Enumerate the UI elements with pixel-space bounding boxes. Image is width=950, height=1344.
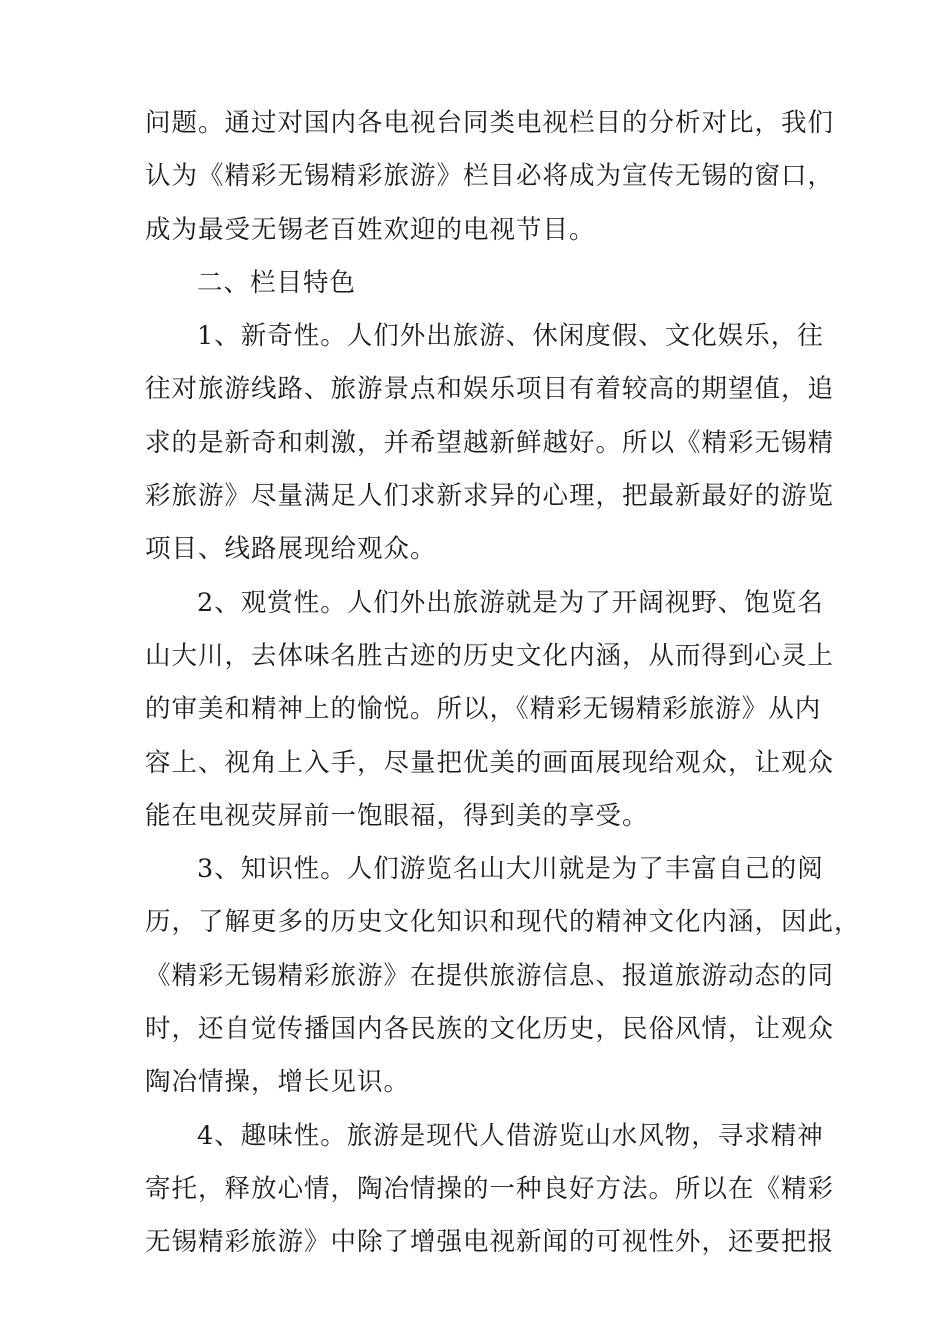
text-line: 容上、视角上入手，尽量把优美的画面展现给观众，让观众 xyxy=(145,747,835,778)
text-line: 的审美和精神上的愉悦。所以，《精彩无锡精彩旅游》从内 xyxy=(145,694,822,725)
text-line: 成为最受无锡老百姓欢迎的电视节目。 xyxy=(145,214,596,245)
text-line: 历，了解更多的历史文化知识和现代的精神文化内涵，因此， xyxy=(145,907,861,938)
text-line: 寄托，释放心情，陶冶情操的一种良好方法。所以在《精彩 xyxy=(145,1173,835,1204)
text-line: 项目、线路展现给观众。 xyxy=(145,534,437,565)
paragraph-start-line: 2、观赏性。人们外出旅游就是为了开阔视野、饱览名 xyxy=(197,587,824,618)
text-line: 能在电视荧屏前一饱眼福，得到美的享受。 xyxy=(145,800,649,831)
text-line: 问题。通过对国内各电视台同类电视栏目的分析对比，我们 xyxy=(145,108,835,138)
text-line: 彩旅游》尽量满足人们求新求异的心理，把最新最好的游览 xyxy=(145,481,835,512)
text-line: 无锡精彩旅游》中除了增强电视新闻的可视性外，还要把报 xyxy=(145,1227,835,1258)
section-heading: 二、栏目特色 xyxy=(197,267,357,298)
text-line: 求的是新奇和刺激，并希望越新鲜越好。所以《精彩无锡精 xyxy=(145,427,835,458)
document-body xyxy=(145,97,861,1270)
text-line: 山大川，去体味名胜古迹的历史文化内涵，从而得到心灵上 xyxy=(145,640,835,671)
paragraph-start-line: 4、趣味性。旅游是现代人借游览山水风物，寻求精神 xyxy=(197,1120,824,1151)
text-line: 陶冶情操，增长见识。 xyxy=(145,1067,411,1098)
paragraph-start-line: 3、知识性。人们游览名山大川就是为了丰富自己的阅 xyxy=(197,854,824,885)
text-line: 往对旅游线路、旅游景点和娱乐项目有着较高的期望值，追 xyxy=(145,374,835,405)
paragraph-start-line: 1、新奇性。人们外出旅游、休闲度假、文化娱乐，往 xyxy=(197,321,824,352)
text-line: 时，还自觉传播国内各民族的文化历史，民俗风情，让观众 xyxy=(145,1014,835,1045)
text-line: 认为《精彩无锡精彩旅游》栏目必将成为宣传无锡的窗口， xyxy=(145,161,835,192)
text-line: 《精彩无锡精彩旅游》在提供旅游信息、报道旅游动态的同 xyxy=(145,960,835,991)
